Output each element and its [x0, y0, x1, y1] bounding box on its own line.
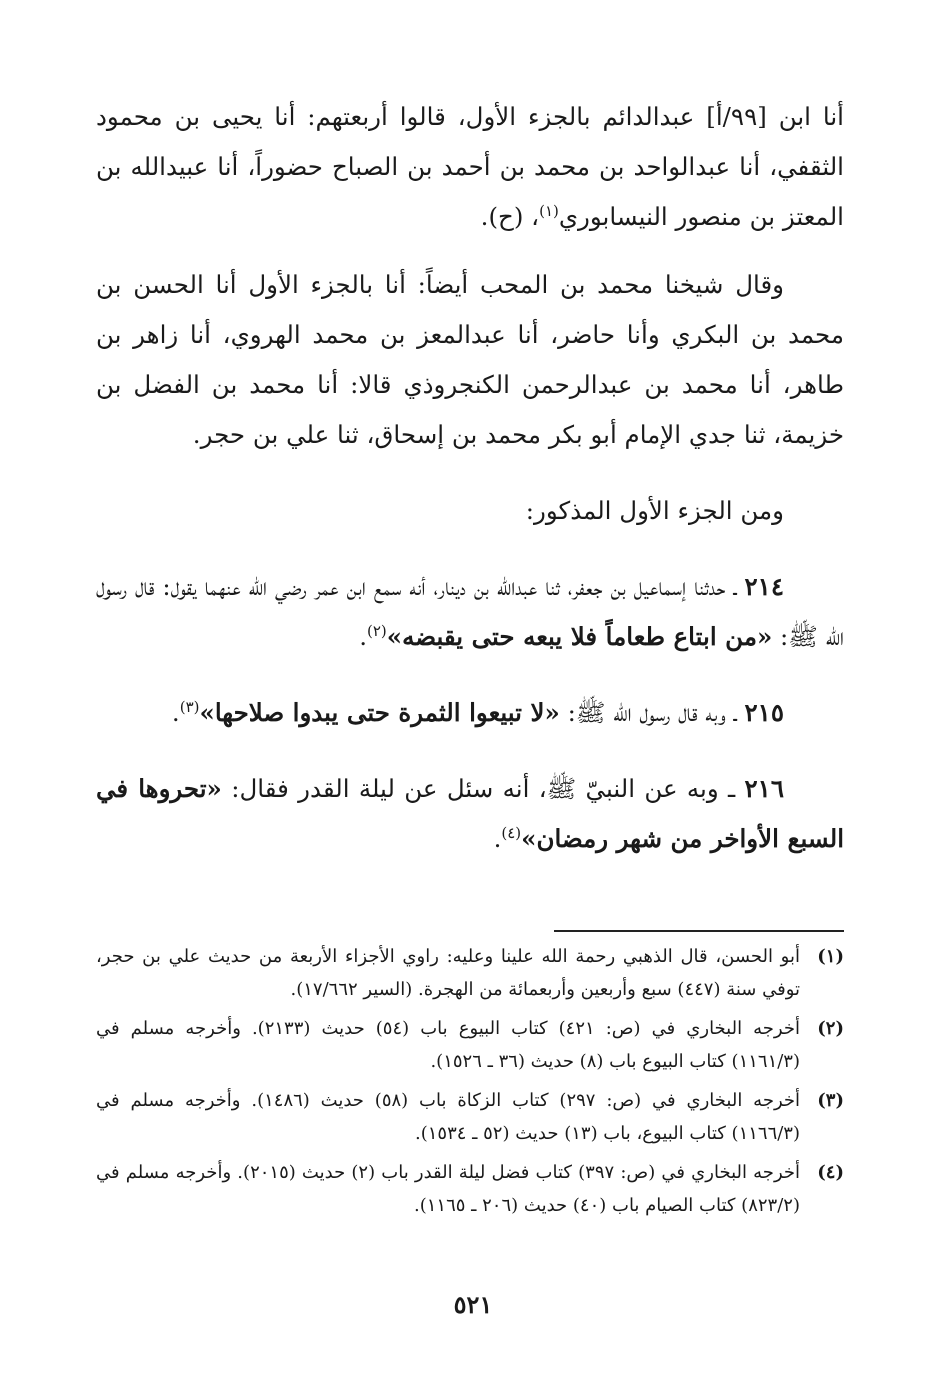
hadith-number: ٢١٤ — [744, 572, 784, 601]
hadith-text: ـ وبه عن النبيّ ﷺ، أنه سئل عن ليلة القدر فقال: — [221, 774, 745, 803]
footnote-ref: (٣) — [179, 697, 200, 716]
paragraph-text: أنا ابن [٩٩/أ] عبدالدائم بالجزء الأول، قالوا أربعتهم: أنا يحيى بن محمود الثقفي، أنا عبدالواحد بن محمد بن أحمد بن الصباح حضوراً، أنا عبيدالله بن المعتز بن منصور النيسابوري — [96, 102, 844, 231]
hadith-216 — [96, 764, 844, 864]
footnote-ref: (٤) — [501, 823, 522, 842]
hadith-tail: . — [359, 622, 367, 651]
footnote-text: أخرجه البخاري في (ص: ٢٩٧) كتاب الزكاة باب (٥٨) حديث (١٤٨٦). وأخرجه مسلم في (١١٦٦/٣) كتاب البيوع، باب (١٣) حديث (٥٢ ـ ١٥٣٤). — [96, 1090, 801, 1144]
footnote-item — [96, 1012, 844, 1078]
hadith-quote: «تحروها في السبع الأواخر من شهر رمضان» — [96, 774, 844, 853]
footnote-item — [96, 1156, 844, 1222]
hadith-tail: . — [171, 698, 180, 727]
footnote-divider — [554, 930, 844, 932]
footnote-ref: (٢) — [366, 621, 387, 640]
spacer — [96, 662, 844, 688]
footnote-number: (٤) — [817, 1162, 844, 1183]
footnote-item — [96, 940, 844, 1006]
footnote-text: أخرجه البخاري في (ص: ٤٢١) كتاب البيوع باب (٥٤) حديث (٢١٣٣). وأخرجه مسلم في (١١٦١/٣) كتاب البيوع باب (٨) حديث (٣٦ ـ ١٥٢٦). — [96, 1018, 800, 1072]
footnote-text: أبو الحسن، قال الذهبي رحمة الله علينا وعليه: راوي الأجزاء الأربعة من حديث علي بن حجر، توفي سنة (٤٤٧) سبع وأربعين وأربعمائة من الهجرة. (السير ١٧/٦٦٢). — [96, 946, 800, 1000]
hadith-number: ٢١٥ — [744, 698, 784, 727]
spacer — [96, 242, 844, 260]
footnote-text: أخرجه البخاري في (ص: ٣٩٧) كتاب فضل ليلة القدر باب (٢) حديث (٢٠١٥). وأخرجه مسلم في (٨٢٣/٢) كتاب الصيام باب (٤٠) حديث (٢٠٦ ـ ١١٦٥). — [96, 1162, 800, 1216]
hadith-tail: . — [493, 824, 502, 853]
spacer — [96, 536, 844, 562]
hadith-215 — [96, 688, 844, 738]
footnote-item — [96, 1084, 844, 1150]
hadith-number: ٢١٦ — [744, 774, 784, 803]
spacer — [96, 738, 844, 764]
hadith-text: ـ وبه قال رسول الله ﷺ: — [559, 698, 745, 727]
footnote-ref: (١) — [539, 201, 559, 220]
paragraph-chain-1 — [96, 92, 844, 242]
footnote-number: (٢) — [817, 1018, 844, 1039]
page-number: ٥٢١ — [453, 1290, 493, 1319]
hadith-quote: «لا تبيعوا الثمرة حتى يبدوا صلاحها» — [199, 698, 560, 727]
paragraph-section-intro: ومن الجزء الأول المذكور: — [525, 496, 784, 525]
paragraph-chain-2: وقال شيخنا محمد بن المحب أيضاً: أنا بالجزء الأول أنا الحسن بن محمد بن البكري وأنا حاضر، أنا عبدالمعز بن محمد الهروي، أنا زاهر بن طاهر، أنا محمد بن عبدالرحمن الكنجروذي قالا: أنا محمد بن الفضل بن خزيمة، ثنا جدي الإمام أبو بكر محمد بن إسحاق، ثنا علي بن حجر. — [96, 270, 844, 449]
footnote-number: (٣) — [817, 1090, 844, 1111]
paragraph-tail: ، (ح). — [480, 202, 540, 231]
footnote-number: (١) — [817, 946, 844, 967]
main-text — [96, 92, 844, 864]
hadith-text: ـ حدثنا إسماعيل بن جعفر، ثنا عبدالله بن دينار، أنه سمع ابن عمر رضي الله عنهما يقول: قال رسول الله ﷺ: — [96, 572, 844, 651]
spacer — [96, 460, 844, 486]
hadith-quote: «من ابتاع طعاماً فلا يبعه حتى يقبضه» — [386, 622, 773, 651]
footnotes — [96, 940, 844, 1228]
hadith-214 — [96, 562, 844, 662]
